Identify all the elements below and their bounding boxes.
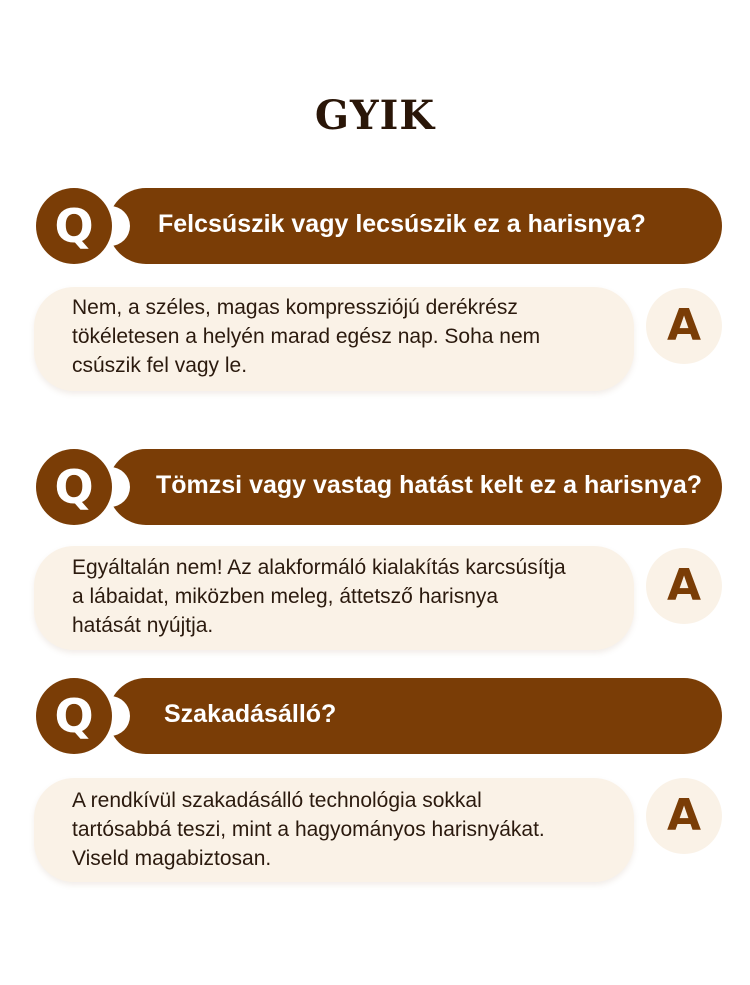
answer-text — [72, 293, 662, 380]
question-text[interactable]: Tömzsi vagy vastag hatást kelt ez a harisnya? — [156, 471, 703, 499]
answer-line: A rendkívül szakadásálló technológia sokkal — [72, 789, 482, 812]
q-icon: Q — [36, 188, 112, 264]
q-icon: Q — [36, 678, 112, 754]
question-text[interactable]: Szakadásálló? — [164, 700, 337, 728]
answer-line: Viseld magabiztosan. — [72, 847, 272, 870]
answer-line: csúszik fel vagy le. — [72, 354, 248, 377]
answer-line: tartósabbá teszi, mint a hagyományos harisnyákat. — [72, 818, 545, 841]
page-title: GYIK — [314, 92, 436, 139]
question-text[interactable]: Felcsúszik vagy lecsúszik ez a harisnya? — [158, 210, 646, 238]
answer-text — [72, 553, 662, 640]
a-icon: A — [646, 778, 722, 854]
a-icon: A — [646, 548, 722, 624]
answer-line: Nem, a széles, magas kompressziójú derékrész — [72, 296, 518, 319]
q-icon: Q — [36, 449, 112, 525]
answer-line: a lábaidat, miközben meleg, áttetsző harisnya — [72, 585, 499, 608]
answer-line: hatását nyújtja. — [72, 614, 214, 637]
answer-line: tökéletesen a helyén marad egész nap. Soha nem — [72, 325, 541, 348]
answer-line: Egyáltalán nem! Az alakformáló kialakítás karcsúsítja — [72, 556, 566, 579]
a-icon: A — [646, 288, 722, 364]
answer-text — [72, 786, 662, 873]
